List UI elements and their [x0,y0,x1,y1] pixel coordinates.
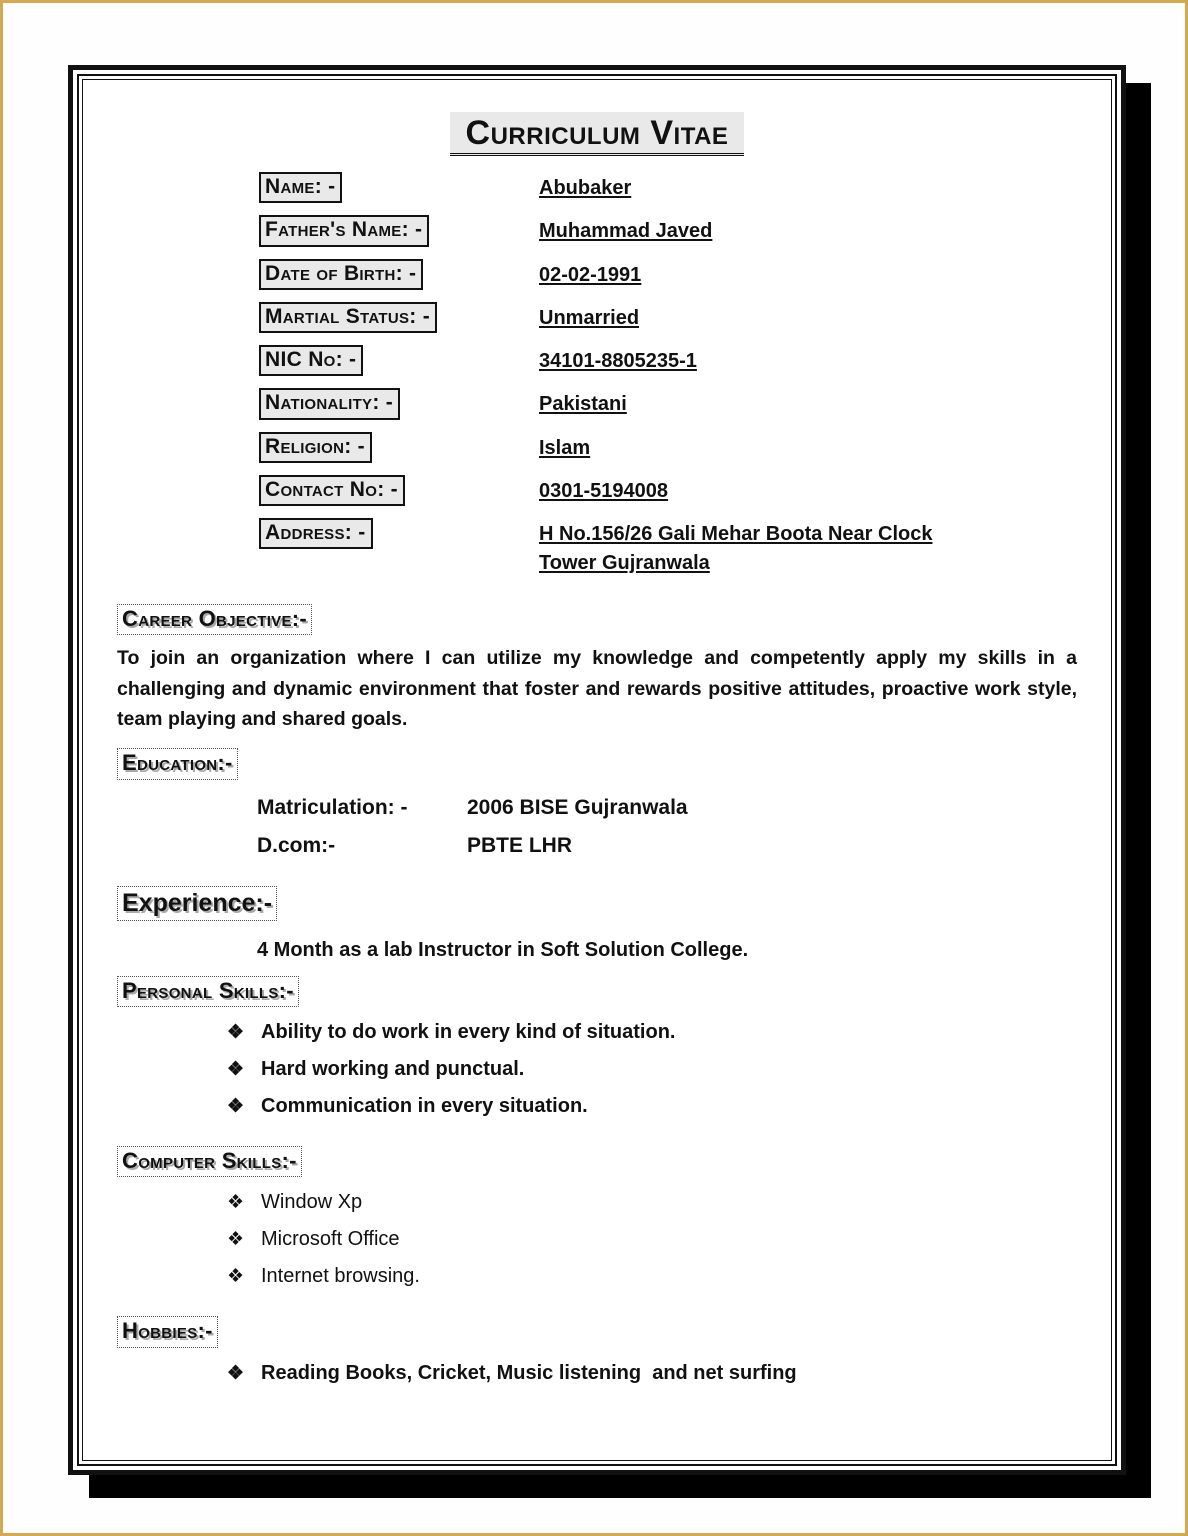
page-frame-middle [77,74,1117,1466]
list-item-label: Window Xp [261,1191,363,1214]
detail-label-cell [259,345,539,376]
cv-page [68,65,1126,1475]
list-item-label: Communication in every situation. [261,1094,588,1117]
section-heading-hobbies: Hobbies:- [117,1316,218,1347]
detail-value-date-of-birth: 02-02-1991 [539,263,642,286]
career-objective-text: To join an organization where I can utilize my knowledge and competently apply my skills in a challenging and dynamic environment that foster and rewards positive attitudes, proactive work style, team playing and shared goals. [117,647,1077,730]
page-frame-inner [82,79,1112,1461]
list-item [227,1362,1085,1385]
detail-row-name [259,172,1085,203]
label-address: Address: - [259,518,373,549]
detail-row-contact-no [259,475,1085,506]
personal-details-block [259,172,1085,578]
list-item [227,1021,1085,1044]
diamond-bullet-icon: ❖ [227,1058,245,1080]
list-item-label: Microsoft Office [261,1228,400,1251]
address-line-1: H No.156/26 Gali Mehar Boota Near Clock [539,523,933,546]
diamond-bullet-icon: ❖ [227,1095,245,1117]
label-nic-no: NIC No: - [259,345,363,376]
detail-label-cell [259,172,539,203]
diamond-bullet-icon: ❖ [227,1229,245,1251]
detail-row-date-of-birth [259,259,1085,290]
hobbies-list [109,1362,1085,1385]
list-item [227,1095,1085,1118]
education-description: PBTE LHR [467,833,572,857]
education-row [257,834,1085,858]
label-nationality: Nationality: - [259,388,400,419]
detail-label-cell [259,518,539,549]
diamond-bullet-icon: ❖ [227,1266,245,1288]
education-description: 2006 BISE Gujranwala [467,795,688,819]
detail-row-religion [259,432,1085,463]
education-list [109,796,1085,858]
section-heading-personal-skills: Personal Skills:- [117,976,299,1007]
list-item-label: Internet browsing. [261,1265,420,1288]
education-term: D.com:- [257,833,336,857]
computer-skills-list [109,1191,1085,1288]
label-contact-no: Contact No: - [259,475,405,506]
detail-value-address [539,518,932,578]
list-item [227,1265,1085,1288]
label-name: Name: - [259,172,342,203]
list-item [227,1058,1085,1081]
list-item-label: Hard working and punctual. [261,1057,525,1080]
detail-label-cell [259,475,539,506]
detail-row-nationality [259,388,1085,419]
detail-value-religion: Islam [539,436,591,459]
section-heading-computer-skills: Computer Skills:- [117,1146,302,1177]
personal-skills-list [109,1021,1085,1118]
detail-label-cell [259,259,539,290]
detail-value-martial-status: Unmarried [539,306,640,329]
address-line-2: Tower Gujranwala [539,552,710,575]
detail-label-cell [259,215,539,246]
experience-text: 4 Month as a lab Instructor in Soft Solution College. [257,938,749,961]
detail-value-contact-no: 0301-5194008 [539,479,669,502]
education-row [257,796,1085,820]
detail-row-nic-no [259,345,1085,376]
detail-value-name: Abubaker [539,177,632,200]
detail-label-cell [259,302,539,333]
list-item [227,1228,1085,1251]
title-container [109,112,1085,156]
diamond-bullet-icon: ❖ [227,1021,245,1043]
section-heading-experience: Experience:- [117,886,277,921]
detail-value-nationality: Pakistani [539,393,627,416]
detail-value-nic-no: 34101-8805235-1 [539,350,697,373]
detail-label-cell [259,388,539,419]
label-fathers-name: Father's Name: - [259,215,429,246]
list-item-label: Reading Books, Cricket, Music listening and net surfing [261,1361,797,1384]
detail-row-address [259,518,1085,578]
detail-value-fathers-name: Muhammad Javed [539,220,713,243]
label-date-of-birth: Date of Birth: - [259,259,423,290]
detail-label-cell [259,432,539,463]
label-martial-status: Martial Status: - [259,302,437,333]
education-term: Matriculation: - [257,795,408,819]
label-religion: Religion: - [259,432,372,463]
document-title: Curriculum Vitae [450,112,745,156]
list-item-label: Ability to do work in every kind of situation. [261,1020,676,1043]
detail-row-martial-status [259,302,1085,333]
detail-row-fathers-name [259,215,1085,246]
section-heading-career-objective: Career Objective:- [117,604,312,635]
diamond-bullet-icon: ❖ [227,1362,245,1384]
section-heading-education: Education:- [117,748,238,779]
list-item [227,1191,1085,1214]
diamond-bullet-icon: ❖ [227,1192,245,1214]
